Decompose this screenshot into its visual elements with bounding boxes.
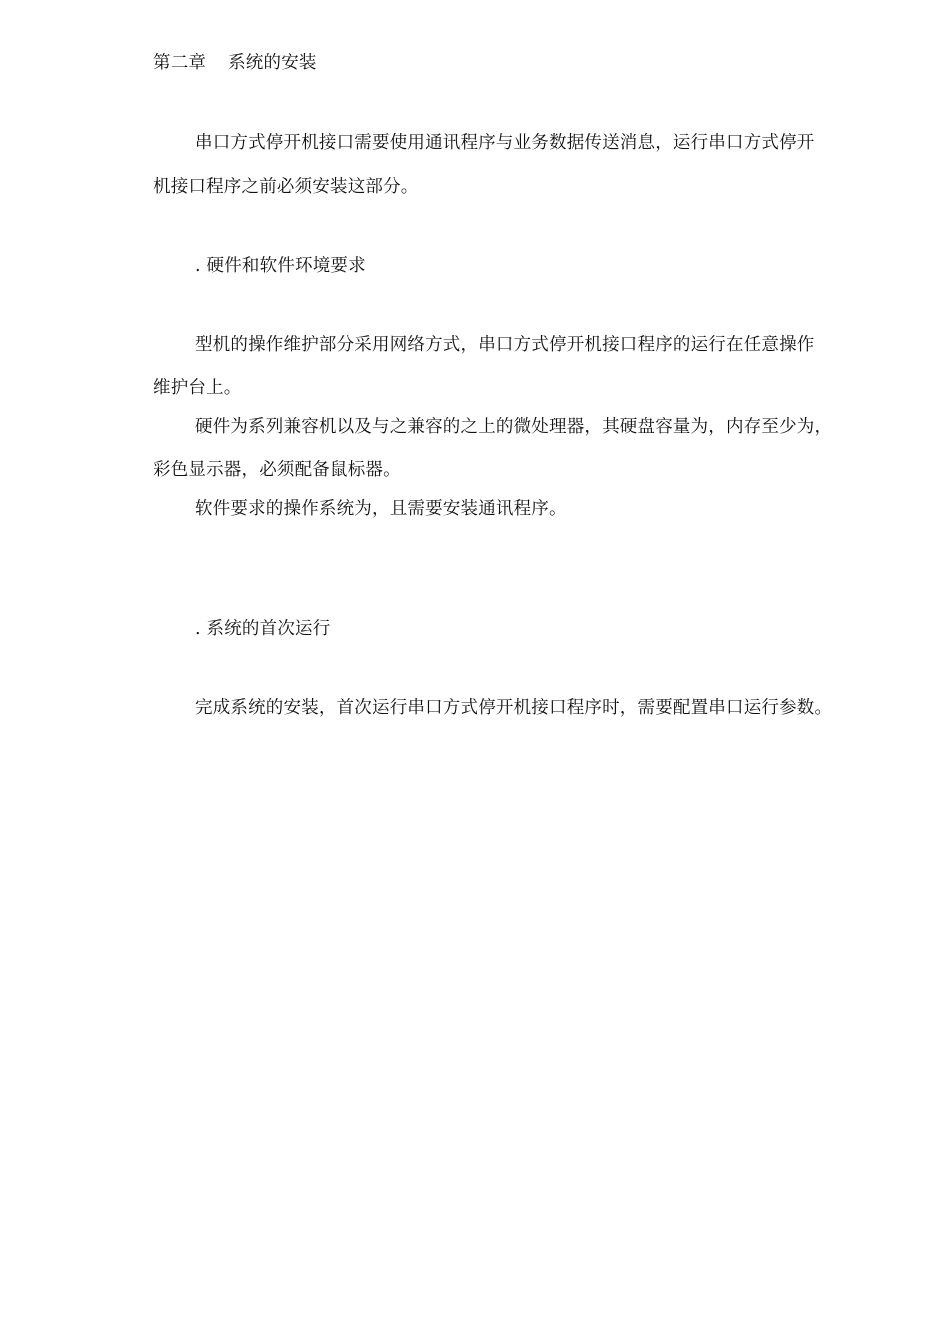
chapter-title: 系统的安装	[228, 53, 317, 73]
requirements-para1-line-1: 型机的操作维护部分采用网络方式，串口方式停开机接口程序的运行在任意操作	[195, 335, 815, 355]
requirements-para3-line-1: 软件要求的操作系统为，且需要安装通讯程序。	[195, 499, 567, 519]
section-heading-first-run: . 系统的首次运行	[195, 619, 331, 639]
requirements-para2-line-2: 彩色显示器，必须配备鼠标器。	[153, 460, 401, 480]
section-heading-requirements: . 硬件和软件环境要求	[195, 256, 366, 276]
intro-paragraph-line-2: 机接口程序之前必须安装这部分。	[153, 177, 419, 197]
intro-paragraph-line-1: 串口方式停开机接口需要使用通讯程序与业务数据传送消息，运行串口方式停开	[195, 133, 815, 153]
chapter-heading	[153, 52, 317, 74]
requirements-para2-line-1: 硬件为系列兼容机以及与之兼容的之上的微处理器，其硬盘容量为，内存至少为，	[195, 417, 833, 437]
chapter-number: 第二章	[153, 53, 207, 73]
first-run-para1-line-1: 完成系统的安装，首次运行串口方式停开机接口程序时，需要配置串口运行参数。	[195, 698, 833, 718]
requirements-para1-line-2: 维护台上。	[153, 378, 242, 398]
